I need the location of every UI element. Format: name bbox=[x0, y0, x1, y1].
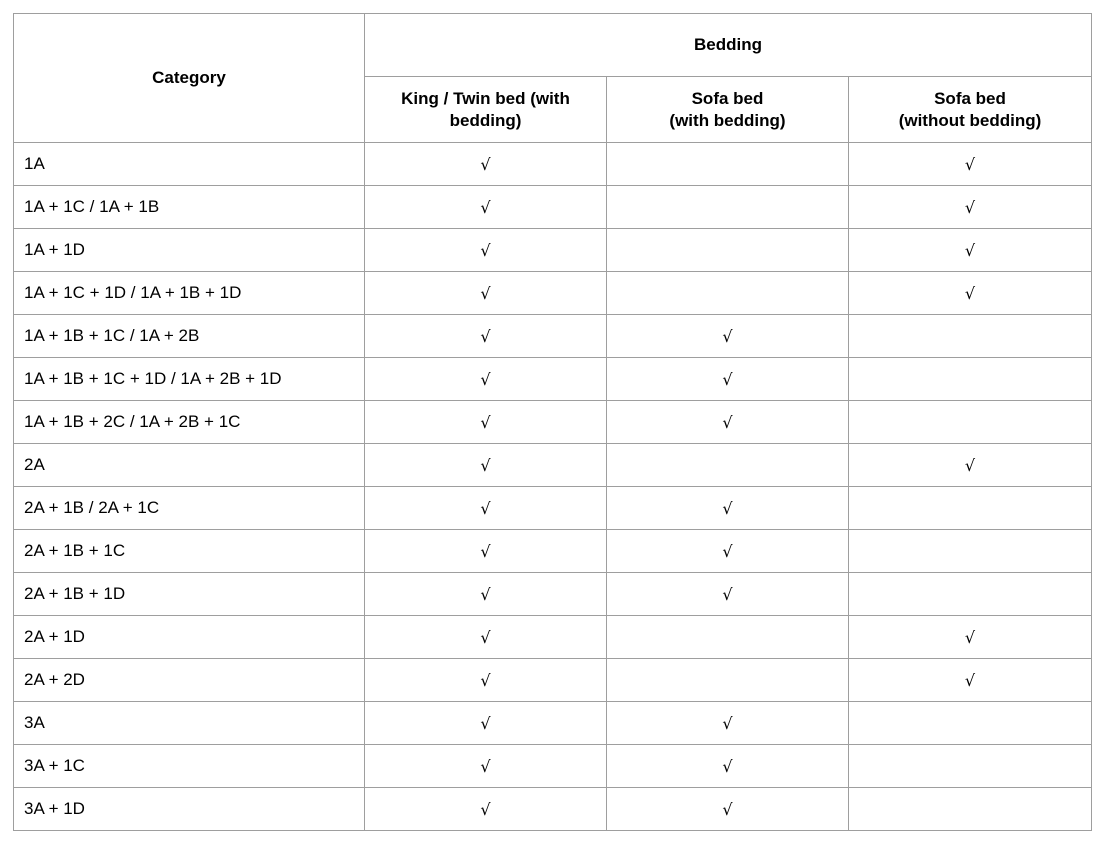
empty-cell bbox=[607, 616, 849, 659]
column-header-king-twin-bed bbox=[365, 77, 607, 143]
empty-cell bbox=[849, 530, 1092, 573]
check-mark-cell: √ bbox=[849, 186, 1092, 229]
category-cell: 3A bbox=[14, 702, 365, 745]
empty-cell bbox=[607, 143, 849, 186]
empty-cell bbox=[849, 788, 1092, 831]
bedding-group-header: Bedding bbox=[365, 14, 1092, 77]
category-cell: 2A + 1D bbox=[14, 616, 365, 659]
check-mark-cell: √ bbox=[607, 745, 849, 788]
check-mark-cell: √ bbox=[849, 444, 1092, 487]
column-header-label: Sofa bed (without bedding) bbox=[898, 88, 1042, 130]
table-row bbox=[14, 358, 1092, 401]
check-mark-cell: √ bbox=[607, 573, 849, 616]
check-mark-cell: √ bbox=[365, 487, 607, 530]
check-mark-cell: √ bbox=[849, 272, 1092, 315]
table-row bbox=[14, 229, 1092, 272]
table-row bbox=[14, 745, 1092, 788]
check-mark-cell: √ bbox=[365, 272, 607, 315]
empty-cell bbox=[607, 272, 849, 315]
check-mark-cell: √ bbox=[365, 229, 607, 272]
table-row bbox=[14, 616, 1092, 659]
check-mark-cell: √ bbox=[365, 530, 607, 573]
empty-cell bbox=[607, 444, 849, 487]
check-mark-cell: √ bbox=[365, 358, 607, 401]
table-row bbox=[14, 487, 1092, 530]
check-mark-cell: √ bbox=[365, 573, 607, 616]
empty-cell bbox=[849, 487, 1092, 530]
check-mark-cell: √ bbox=[365, 702, 607, 745]
column-header-label: Sofa bed (with bedding) bbox=[669, 88, 786, 130]
empty-cell bbox=[849, 745, 1092, 788]
empty-cell bbox=[849, 702, 1092, 745]
check-mark-cell: √ bbox=[607, 702, 849, 745]
check-mark-cell: √ bbox=[849, 143, 1092, 186]
category-cell: 2A + 2D bbox=[14, 659, 365, 702]
category-header: Category bbox=[14, 14, 365, 143]
table-row bbox=[14, 315, 1092, 358]
category-cell: 1A + 1D bbox=[14, 229, 365, 272]
empty-cell bbox=[849, 573, 1092, 616]
empty-cell bbox=[607, 186, 849, 229]
table-row bbox=[14, 573, 1092, 616]
check-mark-cell: √ bbox=[365, 745, 607, 788]
category-cell: 3A + 1C bbox=[14, 745, 365, 788]
category-cell: 2A bbox=[14, 444, 365, 487]
table-row bbox=[14, 143, 1092, 186]
empty-cell bbox=[849, 358, 1092, 401]
check-mark-cell: √ bbox=[365, 788, 607, 831]
check-mark-cell: √ bbox=[365, 315, 607, 358]
category-cell: 2A + 1B + 1C bbox=[14, 530, 365, 573]
check-mark-cell: √ bbox=[607, 487, 849, 530]
check-mark-cell: √ bbox=[607, 401, 849, 444]
category-cell: 2A + 1B + 1D bbox=[14, 573, 365, 616]
column-header-label: King / Twin bed (with bedding) bbox=[401, 88, 570, 130]
check-mark-cell: √ bbox=[607, 315, 849, 358]
category-cell: 1A + 1C / 1A + 1B bbox=[14, 186, 365, 229]
check-mark-cell: √ bbox=[365, 143, 607, 186]
table-row bbox=[14, 444, 1092, 487]
category-cell: 1A + 1B + 1C / 1A + 2B bbox=[14, 315, 365, 358]
table-body bbox=[14, 143, 1092, 831]
table-row bbox=[14, 788, 1092, 831]
category-cell: 3A + 1D bbox=[14, 788, 365, 831]
check-mark-cell: √ bbox=[607, 788, 849, 831]
table-row bbox=[14, 186, 1092, 229]
category-cell: 1A + 1C + 1D / 1A + 1B + 1D bbox=[14, 272, 365, 315]
table-row bbox=[14, 702, 1092, 745]
check-mark-cell: √ bbox=[365, 186, 607, 229]
empty-cell bbox=[607, 659, 849, 702]
table-row bbox=[14, 530, 1092, 573]
header-row-1 bbox=[14, 14, 1092, 77]
check-mark-cell: √ bbox=[365, 659, 607, 702]
column-header-sofa-bed-with-bedding bbox=[607, 77, 849, 143]
check-mark-cell: √ bbox=[365, 401, 607, 444]
category-cell: 1A + 1B + 2C / 1A + 2B + 1C bbox=[14, 401, 365, 444]
table-row bbox=[14, 659, 1092, 702]
table-row bbox=[14, 272, 1092, 315]
check-mark-cell: √ bbox=[849, 659, 1092, 702]
category-cell: 1A + 1B + 1C + 1D / 1A + 2B + 1D bbox=[14, 358, 365, 401]
check-mark-cell: √ bbox=[607, 358, 849, 401]
bedding-table bbox=[13, 13, 1092, 831]
column-header-sofa-bed-without-bedding bbox=[849, 77, 1092, 143]
check-mark-cell: √ bbox=[607, 530, 849, 573]
check-mark-cell: √ bbox=[849, 229, 1092, 272]
empty-cell bbox=[607, 229, 849, 272]
table-row bbox=[14, 401, 1092, 444]
empty-cell bbox=[849, 401, 1092, 444]
category-cell: 1A bbox=[14, 143, 365, 186]
category-cell: 2A + 1B / 2A + 1C bbox=[14, 487, 365, 530]
check-mark-cell: √ bbox=[365, 616, 607, 659]
check-mark-cell: √ bbox=[849, 616, 1092, 659]
empty-cell bbox=[849, 315, 1092, 358]
check-mark-cell: √ bbox=[365, 444, 607, 487]
